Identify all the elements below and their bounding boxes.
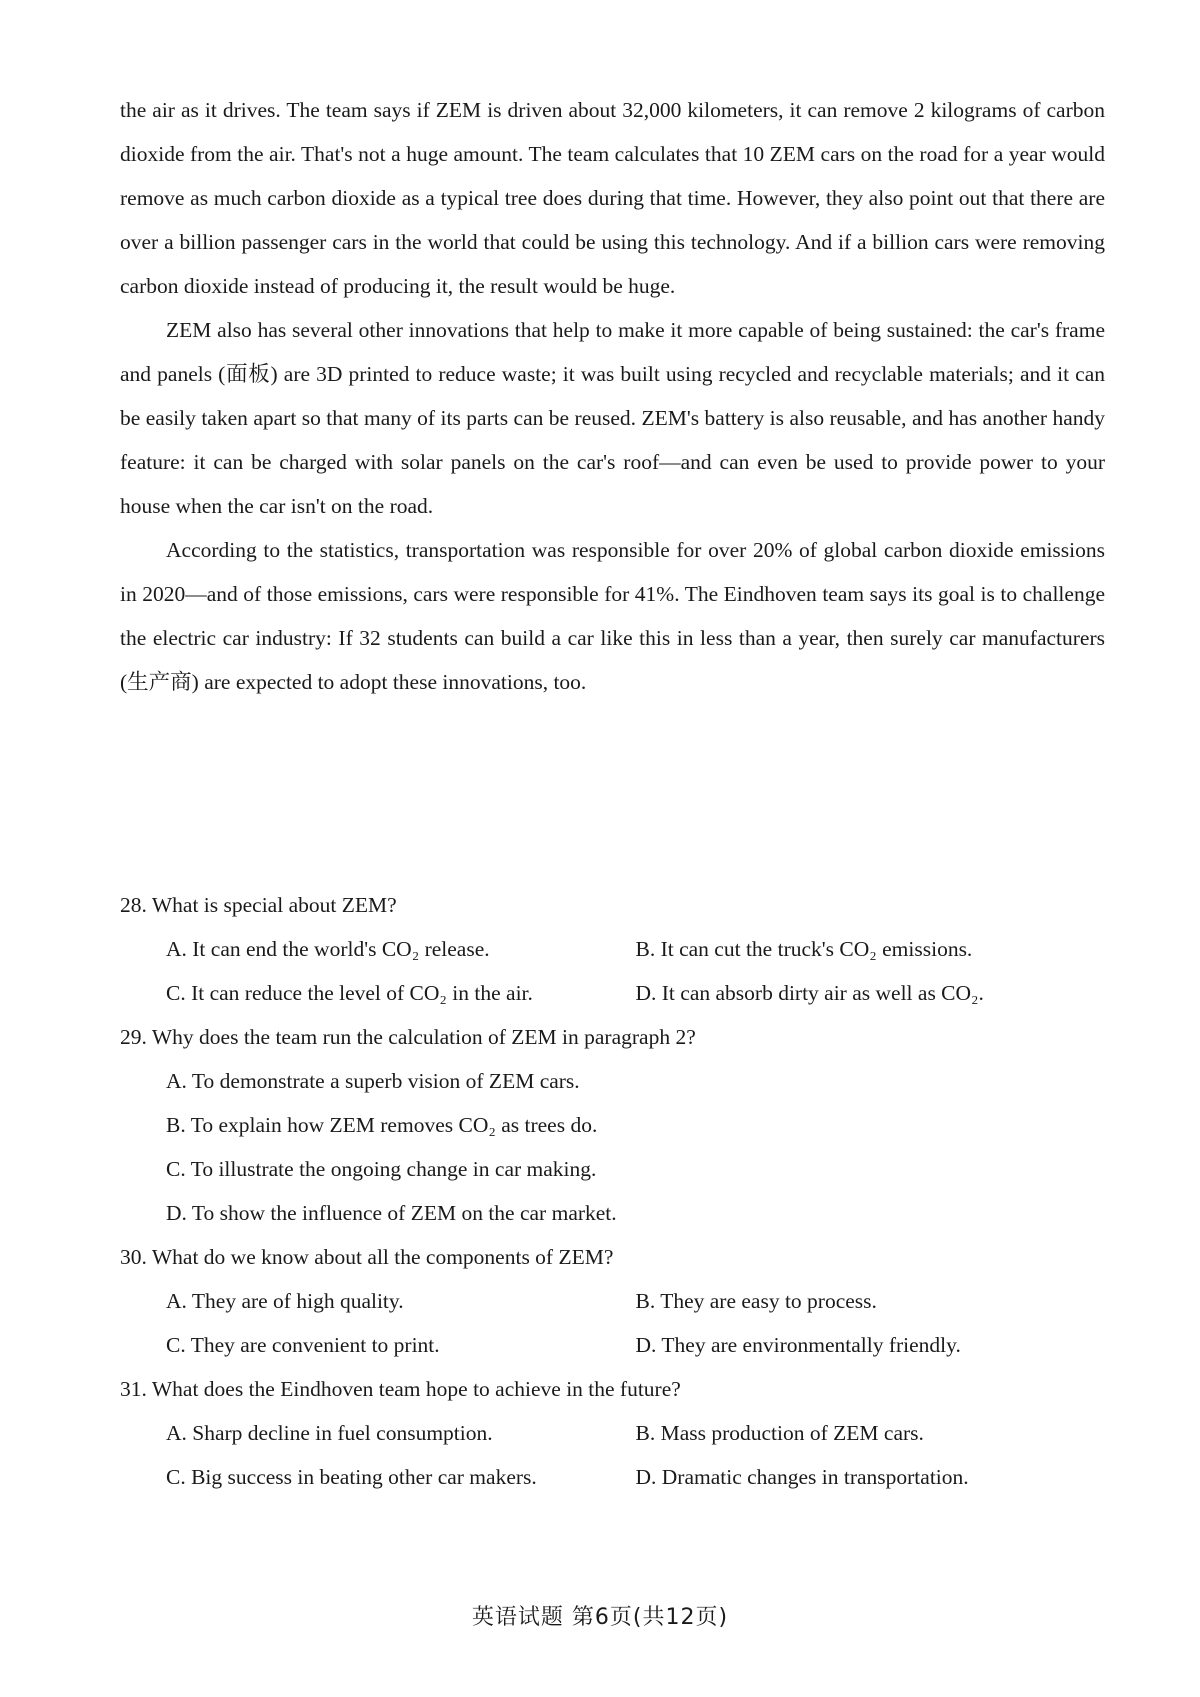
option-b: B. They are easy to process. xyxy=(635,1289,877,1313)
option-d: D. They are environmentally friendly. xyxy=(635,1333,961,1357)
question-list xyxy=(120,883,1105,1499)
option-d: D. It can absorb dirty air as well as CO₂. xyxy=(635,981,984,1005)
question-stem: 31. What does the Eindhoven team hope to achieve in the future? xyxy=(120,1377,681,1401)
option-c: C. It can reduce the level of CO₂ in the air. xyxy=(166,981,533,1005)
option-d: D. To show the influence of ZEM on the car market. xyxy=(166,1201,617,1225)
option-row xyxy=(120,1455,1105,1499)
reading-passage xyxy=(120,88,1105,704)
option-d: D. Dramatic changes in transportation. xyxy=(635,1465,969,1489)
option-b: B. It can cut the truck's CO₂ emissions. xyxy=(635,937,973,961)
question-stem: 30. What do we know about all the components of ZEM? xyxy=(120,1245,614,1269)
option-row xyxy=(120,971,1105,1015)
question-28 xyxy=(120,883,1105,1015)
option-b: B. To explain how ZEM removes CO₂ as trees do. xyxy=(166,1113,598,1137)
question-30 xyxy=(120,1235,1105,1367)
option-row xyxy=(120,1323,1105,1367)
option-a: A. They are of high quality. xyxy=(166,1289,404,1313)
passage-paragraph-2: ZEM also has several other innovations that help to make it more capable of being sustained: the car's frame and panels (面板) are 3D printed to reduce waste; it was built using recycled and recyclable materials; and it can be easily taken apart so that many of its parts can be reused. ZEM's battery is also reusable, and has another handy feature: it can be charged with solar panels on the car's roof—and can even be used to provide power to your house when the car isn't on the road. xyxy=(120,318,1105,518)
option-list xyxy=(120,1059,1105,1235)
passage-paragraph-1: the air as it drives. The team says if ZEM is driven about 32,000 kilometers, it can remove 2 kilograms of carbon dioxide from the air. That's not a huge amount. The team calculates that 10 ZEM cars on the road for a year would remove as much carbon dioxide as a typical tree does during that time. However, they also point out that there are over a billion passenger cars in the world that could be using this technology. And if a billion cars were removing carbon dioxide instead of producing it, the result would be huge. xyxy=(120,98,1105,298)
page-footer: 英语试题 第6页(共12页) xyxy=(471,1605,729,1630)
option-a: A. It can end the world's CO₂ release. xyxy=(166,937,490,961)
question-stem: 28. What is special about ZEM? xyxy=(120,893,397,917)
passage-paragraph-3: According to the statistics, transportation was responsible for over 20% of global carbon dioxide emissions in 2020—and of those emissions, cars were responsible for 41%. The Eindhoven team says its goal is to challenge the electric car industry: If 32 students can build a car like this in less than a year, then surely car manufacturers (生产商) are expected to adopt these innovations, too. xyxy=(120,538,1105,694)
option-c: C. To illustrate the ongoing change in car making. xyxy=(166,1157,597,1181)
question-29 xyxy=(120,1015,1105,1235)
option-c: C. Big success in beating other car makers. xyxy=(166,1465,537,1489)
question-31 xyxy=(120,1367,1105,1499)
option-a: A. To demonstrate a superb vision of ZEM cars. xyxy=(166,1069,580,1093)
option-row xyxy=(120,1411,1105,1455)
option-c: C. They are convenient to print. xyxy=(166,1333,440,1357)
option-row xyxy=(120,1279,1105,1323)
option-row xyxy=(120,927,1105,971)
option-a: A. Sharp decline in fuel consumption. xyxy=(166,1421,493,1445)
question-stem: 29. Why does the team run the calculation of ZEM in paragraph 2? xyxy=(120,1025,696,1049)
option-b: B. Mass production of ZEM cars. xyxy=(635,1421,924,1445)
